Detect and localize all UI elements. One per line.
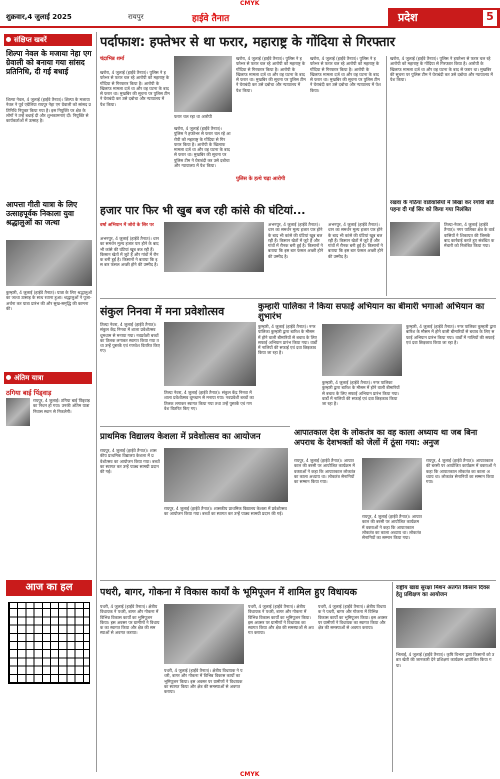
- short-news-label: संक्षिप्त खबरें: [4, 34, 92, 46]
- bottom-photo: [164, 604, 244, 664]
- emergency-body-col2: रायपुर, 4 जुलाई (हाईवे तैनात)। आपातकाल की बरसी पर आयोजित कार्यक्रम में वक्ताओं ने कहा कि आपातकाल लोकतंत्र का काला अध्याय था। लोकतंत्र सेनानियों का सम्मान किया गया।: [362, 514, 422, 541]
- aaj-ka-hal-label: आज का हल: [6, 580, 92, 596]
- obituary-label: अंतिम यात्रा: [4, 372, 92, 384]
- lead-headline: पर्दाफाश: हफ्तेभर से था फरार, महाराष्ट्र के गोंदिया से गिरफ्तार: [100, 35, 396, 50]
- lead-body-col3: खरोरा, 4 जुलाई (हाईवे तैनात)। पुलिस ने हफ्तेभर से फरार चल रहे आरोपी को महाराष्ट्र के गोंदिया से गिरफ्तार किया है। आरोपी के खिलाफ मामला दर्ज था और वह घटना के बाद से फरार था। मुखबिर की सूचना पर पुलिस टीम ने घेराबंदी कर उसे दबोचा और न्यायालय में पेश किया।: [236, 56, 306, 93]
- hajar-body-col1: अभनपुर, 4 जुलाई (हाईवे तैनात)। धान का समर्थन मूल्य हजार पार होने के बाद भी कांसे की घंटियां खूब बज रही हैं। किसान खेतों में जुटे हैं और गांवों में रौनक बनी हुई है। किसानों ने बताया कि इस बार फसल अच्छी होने की उम्मीद है।: [100, 236, 160, 268]
- left-story2-body: कुम्हारी, 4 जुलाई (हाईवे तैनात)। यात्रा के लिए श्रद्धालुओं का जत्था उत्साह के साथ रवाना हुआ। श्रद्धालुओं ने पूजा-अर्चना कर यात्रा प्रारंभ की और सुख-समृद्धि की कामना की।: [6, 290, 92, 311]
- right-bottom-body: भिलाई, 4 जुलाई (हाईवे तैनात)। कृषि विभाग द्वारा किसानों को उन्नत खेती की जानकारी देने प्रशिक्षण कार्यक्रम आयोजित किया गया।: [396, 652, 495, 668]
- issue-date: शुक्रवार,4 जुलाई 2025: [6, 13, 72, 21]
- hajar-photo: [164, 222, 264, 272]
- left-story1-headline: शिल्पा नेवल के मजाया नेहा एग ग्रेवाली को बनाया गया सांसद प्रतिनिधि, दी गई बधाई: [6, 49, 92, 76]
- lead-body-col4: खरोरा, 4 जुलाई (हाईवे तैनात)। पुलिस ने हफ्तेभर से फरार चल रहे आरोपी को महाराष्ट्र के गोंदिया से गिरफ्तार किया है। आरोपी के खिलाफ मामला दर्ज था और वह घटना के बाद से फरार था। मुखबिर की सूचना पर पुलिस टीम ने घेराबंदी कर उसे दबोचा और न्यायालय में पेश किया।: [310, 56, 381, 93]
- hajar-kicker: वर्षा अभियान में जोरो के सिर पर: [100, 223, 154, 228]
- emergency-headline: आपातकाल देश के लोकतंत्र का वह काला अध्याय था जब बिना अपराध के देशभक्तों को जेलों में ठूंसा गया: अनुज: [294, 428, 478, 447]
- hajar-headline: हजार पार फिर भी खुब बज रही कांसे की घंटियां...: [100, 204, 306, 217]
- left-story1-body: शिल्पा नेवल, 4 जुलाई (हाईवे तैनात)। शिल्पा के मजाया नेवल ने पूर्व एग्रेलिया रायपुर नेहा एग ग्रेवाली को सांसद प्रतिनिधि नियुक्त किया गया है। इस नियुक्ति पर क्षेत्र के लोगों ने उन्हें बधाई दी और शुभकामनाएं दीं। नियुक्ति से कार्यकर्ताओं में उत्साह है।: [6, 97, 91, 124]
- bottom-body-col4: पथरी, 4 जुलाई (हाईवे तैनात)। क्षेत्रीय विधायक ने पथरी, बागर और गोकना में विभिन्न विकास कार्यों का भूमिपूजन किया। इस अवसर पर ग्रामीणों ने विधायक का स्वागत किया और क्षेत्र की समस्याओं से अवगत कराया।: [318, 604, 388, 631]
- emergency-body-col1: रायपुर, 4 जुलाई (हाईवे तैनात)। आपातकाल की बरसी पर आयोजित कार्यक्रम में वक्ताओं ने कहा कि आपातकाल लोकतंत्र का काला अध्याय था। लोकतंत्र सेनानियों का सम्मान किया गया।: [294, 458, 356, 485]
- kumhari-photo: [322, 324, 402, 376]
- cmyk-mark-bottom: CMYK: [240, 771, 260, 778]
- obituary-photo: [6, 398, 30, 426]
- bottom-body-col3: पथरी, 4 जुलाई (हाईवे तैनात)। क्षेत्रीय विधायक ने पथरी, बागर और गोकना में विभिन्न विकास कार्यों का भूमिपूजन किया। इस अवसर पर ग्रामीणों ने विधायक का स्वागत किया और क्षेत्र की समस्याओं से अवगत कराया।: [248, 604, 314, 636]
- kumhari-body-col2: कुम्हारी, 4 जुलाई (हाईवे तैनात)। नगर पालिका कुम्हारी द्वारा बारिश के मौसम में होने वाली बीमारियों से बचाव के लिए सफाई अभियान प्रारंभ किया गया। वार्डों में नालियों की सफाई एवं दवा छिड़काव किया जा रहा है।: [322, 380, 400, 407]
- obituary-headline: ठगिया बाई पिंड्वाड़: [6, 389, 52, 397]
- kumhari-body-col3: कुम्हारी, 4 जुलाई (हाईवे तैनात)। नगर पालिका कुम्हारी द्वारा बारिश के मौसम में होने वाली बीमारियों से बचाव के लिए सफाई अभियान प्रारंभ किया गया। वार्डों में नालियों की सफाई एवं दवा छिड़काव किया जा रहा है।: [406, 324, 496, 345]
- accused-photo-caption: फरार चल रहा था आरोपी: [174, 114, 212, 119]
- sankul-body-2: तिल्दा नेवरा, 4 जुलाई (हाईवे तैनात)। संकुल केंद्र निनवा में शाला प्रवेशोत्सव धूमधाम से मनाया गया। नवप्रवेशी बच्चों का तिलक लगाकर स्वागत किया गया तथा उन्हें पुस्तकें एवं गणवेश वितरित किए गए।: [164, 390, 254, 411]
- bottom-headline: पथरी, बागर, गोकना में विकास कार्यों के भूमिपूजन में शामिल हुए विधायक: [100, 587, 357, 598]
- sankul-body: तिल्दा नेवरा, 4 जुलाई (हाईवे तैनात)। संकुल केंद्र निनवा में शाला प्रवेशोत्सव धूमधाम से मनाया गया। नवप्रवेशी बच्चों का तिलक लगाकर स्वागत किया गया तथा उन्हें पुस्तकें एवं गणवेश वितरित किए गए।: [100, 322, 160, 354]
- right-top-photo: [390, 222, 440, 256]
- pilgrims-photo: [6, 240, 92, 286]
- sankul-photo: [164, 322, 256, 386]
- crossword-grid: [8, 602, 90, 684]
- keshla-body-2: रायपुर, 4 जुलाई (हाईवे तैनात)। शासकीय प्राथमिक विद्यालय केशला में प्रवेशोत्सव का आयोजन किया गया। बच्चों का स्वागत कर उन्हें पाठ्य सामग्री प्रदान की गई।: [164, 506, 287, 517]
- masthead-brand: हाईवे तैनात: [192, 14, 230, 24]
- hajar-body-col3: अभनपुर, 4 जुलाई (हाईवे तैनात)। धान का समर्थन मूल्य हजार पार होने के बाद भी कांसे की घंटियां खूब बज रही हैं। किसान खेतों में जुटे हैं और गांवों में रौनक बनी हुई है। किसानों ने बताया कि इस बार फसल अच्छी होने की उम्मीद है।: [328, 222, 384, 259]
- page-number: 5: [483, 10, 497, 26]
- keshla-photo: [164, 448, 288, 502]
- accused-photo: [174, 56, 232, 112]
- right-bottom-headline: राष्ट्रीय खाद्य सुरक्षा मिशन अंतर्गत किसान दिवस हेतु प्रशिक्षण का आयोजन: [396, 585, 490, 598]
- cmyk-mark-top: CMYK: [240, 0, 260, 7]
- lead-subhead: पुलिस के हत्थे चढ़ा आरोपी: [236, 176, 286, 182]
- right-top-preceding-text: खरोरा, 4 जुलाई (हाईवे तैनात)। पुलिस ने हफ्तेभर से फरार चल रहे आरोपी को महाराष्ट्र के गोंदिया से गिरफ्तार किया है। आरोपी के खिलाफ मामला दर्ज था और वह घटना के बाद से फरार था। मुखबिर की सूचना पर पुलिस टीम ने घेराबंदी कर उसे दबोचा और न्यायालय में पेश किया।: [390, 56, 493, 83]
- left-story2-headline: आपत्ता गीती यात्रा के लिए उत्साहपूर्वक निकाला युवा श्रद्धालुओं का जत्था: [6, 200, 78, 227]
- section-tab: [388, 8, 500, 28]
- section-name: प्रदेश: [398, 11, 418, 24]
- hajar-body-col2: अभनपुर, 4 जुलाई (हाईवे तैनात)। धान का समर्थन मूल्य हजार पार होने के बाद भी कांसे की घंटियां खूब बज रही हैं। किसान खेतों में जुटे हैं और गांवों में रौनक बनी हुई है। किसानों ने बताया कि इस बार फसल अच्छी होने की उम्मीद है।: [268, 222, 324, 259]
- emergency-body-col3: रायपुर, 4 जुलाई (हाईवे तैनात)। आपातकाल की बरसी पर आयोजित कार्यक्रम में वक्ताओं ने कहा कि आपातकाल लोकतंत्र का काला अध्याय था। लोकतंत्र सेनानियों का सम्मान किया गया।: [426, 458, 496, 485]
- lead-body-col2: खरोरा, 4 जुलाई (हाईवे तैनात)। पुलिस ने हफ्तेभर से फरार चल रहे आरोपी को महाराष्ट्र के गोंदिया से गिरफ्तार किया है। आरोपी के खिलाफ मामला दर्ज था और वह घटना के बाद से फरार था। मुखबिर की सूचना पर पुलिस टीम ने घेराबंदी कर उसे दबोचा और न्यायालय में पेश किया।: [174, 126, 231, 169]
- right-top-body: तिल्दा-नेवरा, 4 जुलाई (हाईवे तैनात)। नगर पालिका क्षेत्र के वार्डवासियों ने शिकायत की जिसके बाद कार्रवाई करते हुए संबंधित कर्मचारी को निलंबित किया गया।: [444, 222, 495, 249]
- kumhari-body-col1: कुम्हारी, 4 जुलाई (हाईवे तैनात)। नगर पालिका कुम्हारी द्वारा बारिश के मौसम में होने वाली बीमारियों से बचाव के लिए सफाई अभियान प्रारंभ किया गया। वार्डों में नालियों की सफाई एवं दवा छिड़काव किया जा रहा है।: [258, 324, 318, 356]
- right-top-headline: रखवा के गठिया वार्डवासियों में बिखा कर रंगोर्वी बोर्ड पहना दी गई सिर को किया गया निलंबित: [390, 200, 494, 213]
- edition-city: रायपुर: [128, 13, 144, 21]
- lead-body-col1: खरोरा, 4 जुलाई (हाईवे तैनात)। पुलिस ने हफ्तेभर से फरार चल रहे आरोपी को महाराष्ट्र के गोंदिया से गिरफ्तार किया है। आरोपी के खिलाफ मामला दर्ज था और वह घटना के बाद से फरार था। मुखबिर की सूचना पर पुलिस टीम ने घेराबंदी कर उसे दबोचा और न्यायालय में पेश किया।: [100, 70, 170, 107]
- sankul-headline: संकुल निनवा में मना प्रवेशोत्सव: [100, 305, 225, 318]
- keshla-headline: प्राथमिक विद्यालय केशला में प्रवेशोत्सव का आयोजन: [100, 432, 261, 442]
- bottom-body-col2: पथरी, 4 जुलाई (हाईवे तैनात)। क्षेत्रीय विधायक ने पथरी, बागर और गोकना में विभिन्न विकास कार्यों का भूमिपूजन किया। इस अवसर पर ग्रामीणों ने विधायक का स्वागत किया और क्षेत्र की समस्याओं से अवगत कराया।: [164, 668, 243, 695]
- kumhari-headline: कुम्हारी पालिका ने किया सफाई अभियान का बीमारी भगाओ अभियान का शुभारंभ: [258, 302, 485, 322]
- lead-kicker: चंद्राभिन्न शर्मा: [100, 56, 125, 62]
- emergency-photo: [362, 458, 422, 510]
- obituary-body: रायपुर, 4 जुलाई। ठगिया बाई पिंड्वाड़ का निधन हो गया। उनकी अंतिम यात्रा निवास स्थान से निकलेगी।: [33, 398, 90, 414]
- keshla-body: रायपुर, 4 जुलाई (हाईवे तैनात)। शासकीय प्राथमिक विद्यालय केशला में प्रवेशोत्सव का आयोजन किया गया। बच्चों का स्वागत कर उन्हें पाठ्य सामग्री प्रदान की गई।: [100, 448, 160, 475]
- bottom-body-col1: पथरी, 4 जुलाई (हाईवे तैनात)। क्षेत्रीय विधायक ने पथरी, बागर और गोकना में विभिन्न विकास कार्यों का भूमिपूजन किया। इस अवसर पर ग्रामीणों ने विधायक का स्वागत किया और क्षेत्र की समस्याओं से अवगत कराया।: [100, 604, 160, 636]
- right-bottom-photo: [396, 608, 496, 648]
